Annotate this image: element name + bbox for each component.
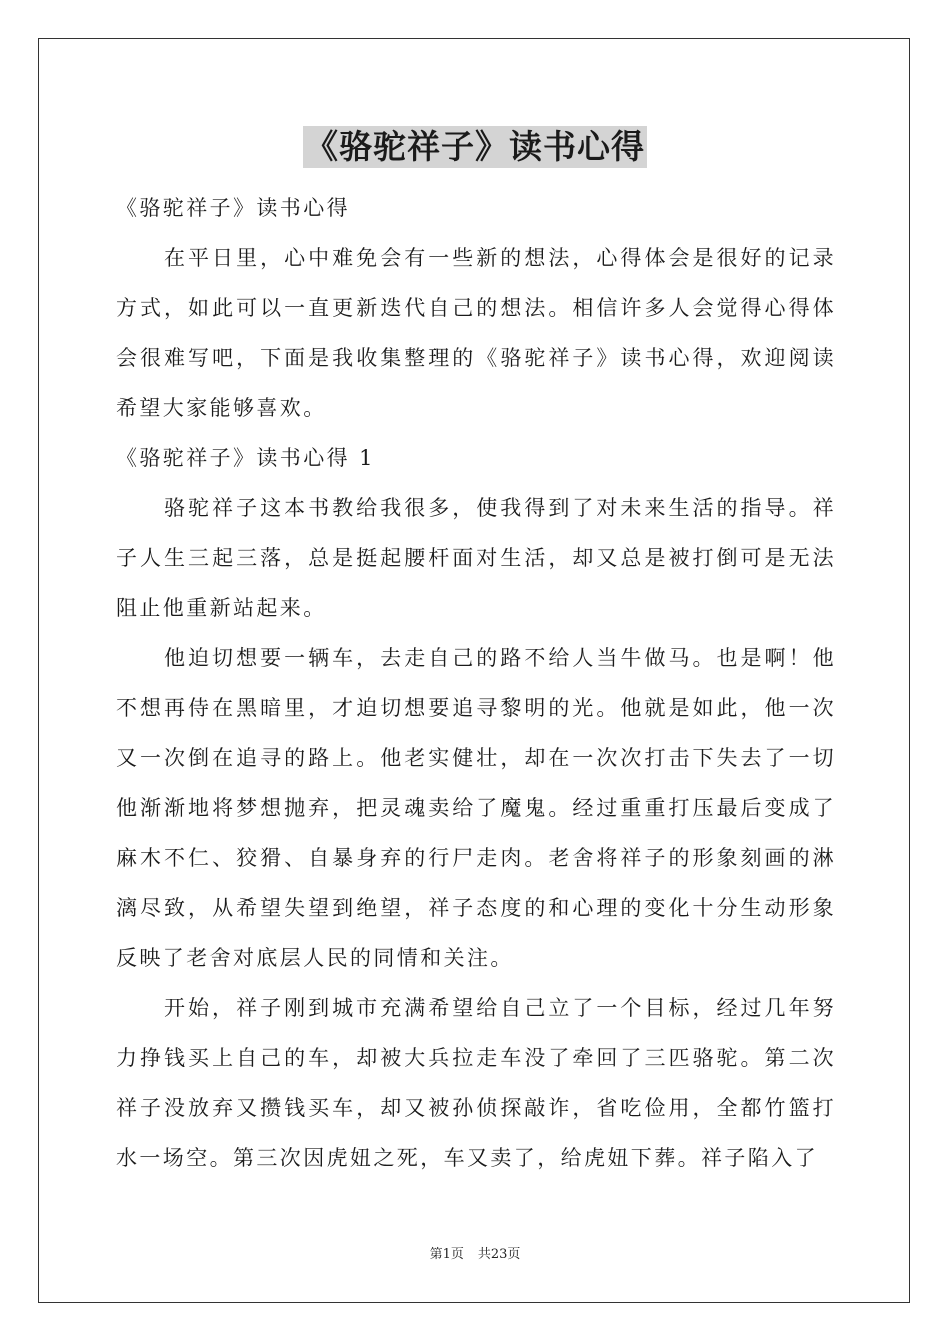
document-body	[116, 183, 836, 1183]
intro-paragraph: 在平日里，心中难免会有一些新的想法，心得体会是很好的记录方式，如此可以一直更新迭代自己的想法。相信许多人会觉得心得体会很难写吧，下面是我收集整理的《骆驼祥子》读书心得，欢迎阅读希望大家能够喜欢。	[116, 246, 836, 420]
document-title: 《骆驼祥子》读书心得	[305, 127, 645, 166]
body-paragraph: 他迫切想要一辆车，去走自己的路不给人当牛做马。也是啊！他不想再侍在黑暗里，才迫切想要追寻黎明的光。他就是如此，他一次又一次倒在追寻的路上。他老实健壮，却在一次次打击下失去了一切他渐渐地将梦想抛弃，把灵魂卖给了魔鬼。经过重重打压最后变成了麻木不仁、狡猾、自暴身弃的行尸走肉。老舍将祥子的形象刻画的淋漓尽致，从希望失望到绝望，祥子态度的和心理的变化十分生动形象反映了老舍对底层人民的同情和关注。	[116, 646, 836, 970]
page-number: 第1页	[429, 1247, 464, 1262]
section-heading: 《骆驼祥子》读书心得 1	[116, 446, 375, 470]
document-title-wrapper	[0, 126, 950, 168]
intro-heading: 《骆驼祥子》读书心得	[116, 196, 350, 220]
page-footer	[0, 1247, 950, 1263]
body-paragraph: 开始，祥子刚到城市充满希望给自己立了一个目标，经过几年努力挣钱买上自己的车，却被大兵拉走车没了牵回了三匹骆驼。第二次祥子没放弃又攒钱买车，却又被孙侦探敲诈，省吃俭用，全都竹篮打水一场空。第三次因虎妞之死，车又卖了，给虎妞下葬。祥子陷入了	[116, 996, 836, 1170]
body-paragraph: 骆驼祥子这本书教给我很多，使我得到了对未来生活的指导。祥子人生三起三落，总是挺起腰杆面对生活，却又总是被打倒可是无法阻止他重新站起来。	[116, 496, 836, 620]
page-total: 共23页	[477, 1247, 521, 1262]
